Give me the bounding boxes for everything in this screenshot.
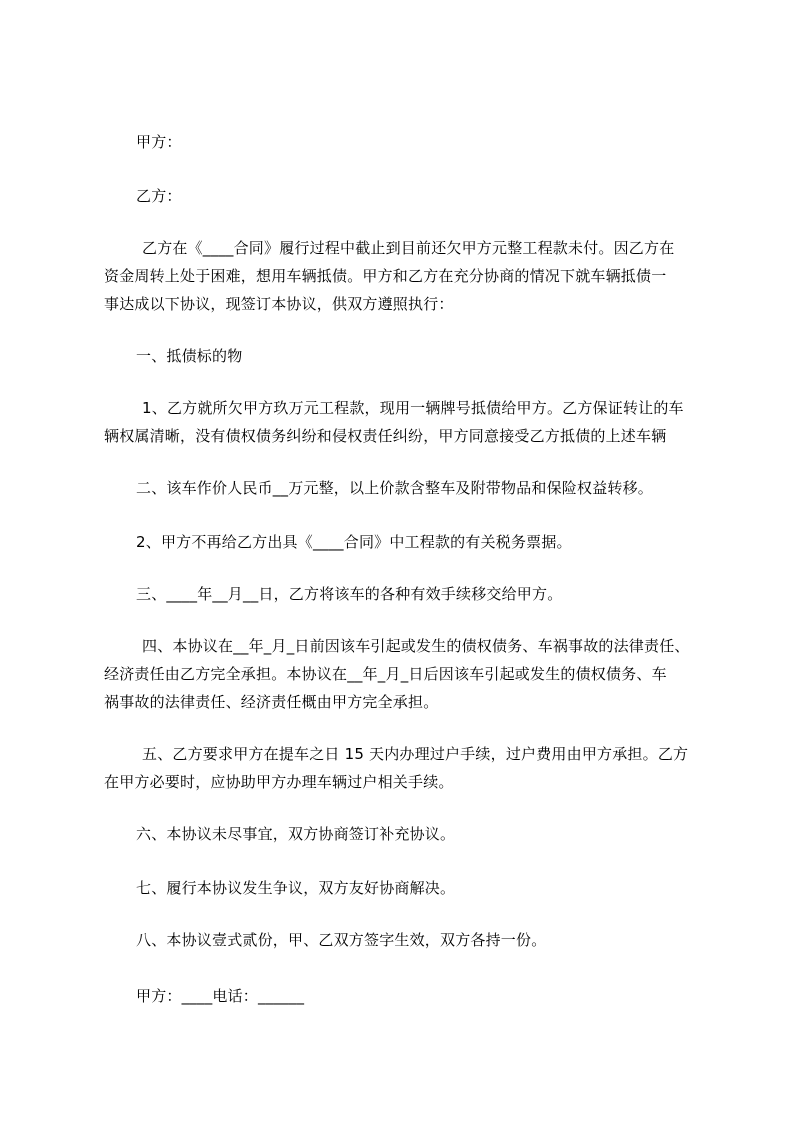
item-1-line-1: 1、乙方就所欠甲方玖万元工程款，现用一辆牌号抵债给甲方。乙方保证转让的车 [142,399,684,417]
signature-line: 甲方：____电话：______ [136,987,305,1005]
section-4-line-3: 祸事故的法律责任、经济责任概由甲方完全承担。 [104,693,439,711]
section-8: 八、本协议壹式贰份，甲、乙双方签字生效，双方各持一份。 [136,931,547,949]
section-4-line-2: 经济责任由乙方完全承担。本协议在__年_月_日后因该车引起或发生的债权债务、车 [104,665,667,683]
item-2: 2、甲方不再给乙方出具《____合同》中工程款的有关税务票据。 [136,533,572,551]
section-7: 七、履行本协议发生争议，双方友好协商解决。 [136,879,456,897]
section-5-line-2: 在甲方必要时，应协助甲方办理车辆过户相关手续。 [104,773,454,791]
party-a-heading: 甲方： [136,133,182,151]
section-1-title: 一、抵债标的物 [136,347,243,365]
section-5-line-1: 五、乙方要求甲方在提车之日 15 天内办理过户手续，过户费用由甲方承担。乙方 [142,745,689,763]
intro-line-3: 事达成以下协议，现签订本协议，供双方遵照执行： [104,295,454,313]
section-4-line-1: 四、本协议在__年_月_日前因该车引起或发生的债权债务、车祸事故的法律责任、 [142,637,690,655]
item-1-line-2: 辆权属清晰，没有债权债务纠纷和侵权责任纠纷，甲方同意接受乙方抵债的上述车辆 [104,427,667,445]
intro-line-2: 资金周转上处于困难，想用车辆抵债。甲方和乙方在充分协商的情况下就车辆抵债一 [104,267,667,285]
intro-line-1: 乙方在《____合同》履行过程中截止到目前还欠甲方元整工程款未付。因乙方在 [142,239,675,257]
section-6: 六、本协议未尽事宜，双方协商签订补充协议。 [136,825,456,843]
section-3: 三、____年__月__日，乙方将该车的各种有效手续移交给甲方。 [136,585,563,603]
party-b-heading: 乙方： [136,187,182,205]
section-2: 二、该车作价人民币__万元整，以上价款含整车及附带物品和保险权益转移。 [136,479,654,497]
